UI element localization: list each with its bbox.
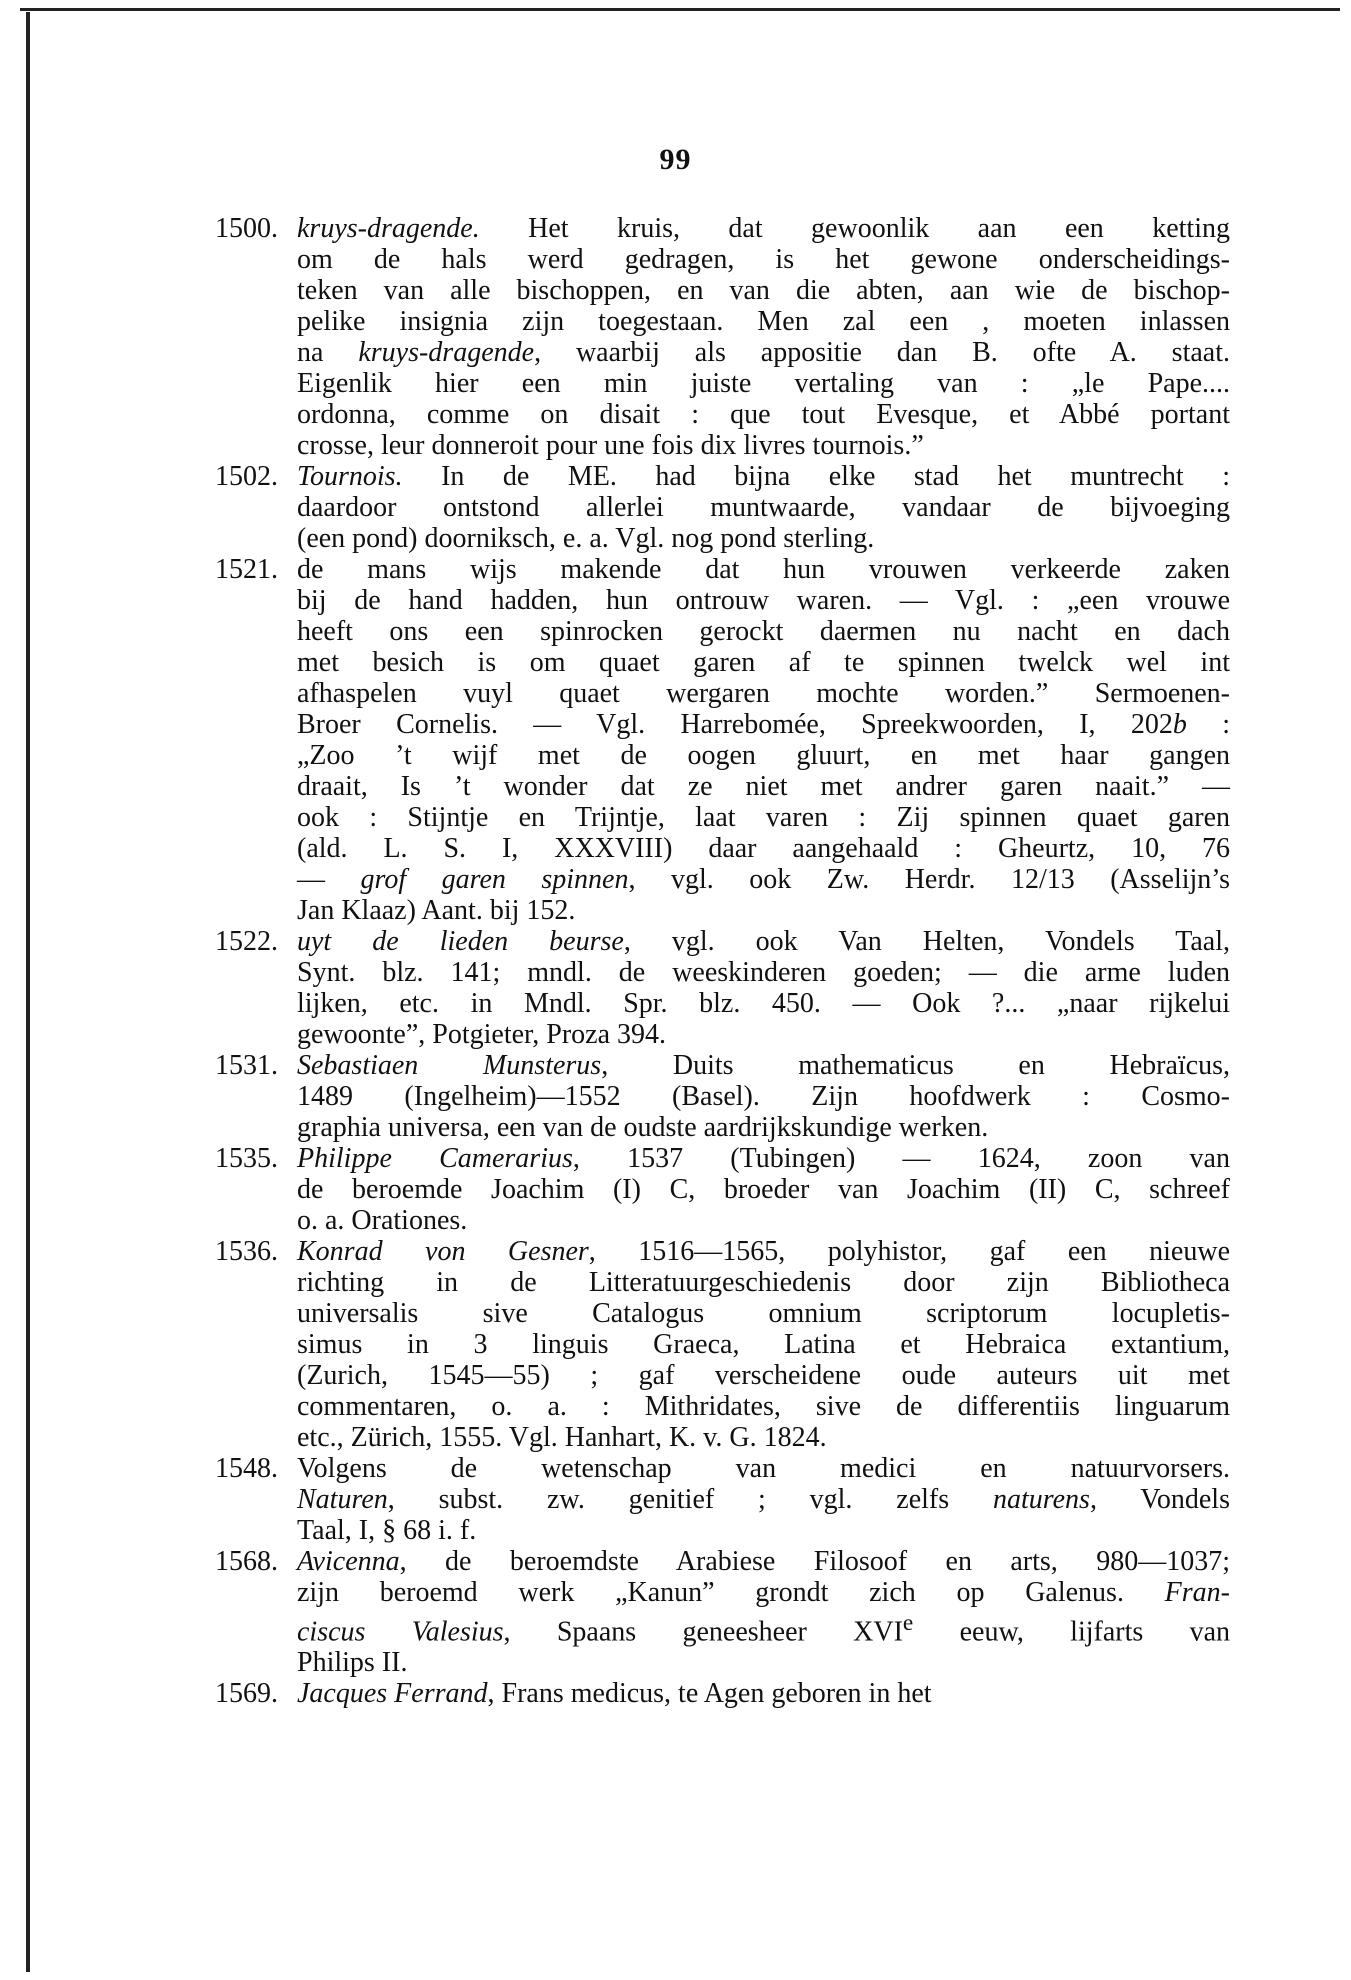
note-line: afhaspelen vuyl quaet wergaren mochte worden.” Sermoenen- bbox=[297, 678, 1230, 709]
note-line: ciscus Valesius, Spaans geneesheer XVIe eeuw, lijfarts van bbox=[297, 1610, 1230, 1648]
note-number: 1568. bbox=[215, 1546, 278, 1577]
note-line: Eigenlik hier een min juiste vertaling van : „le Pape.... bbox=[297, 368, 1230, 399]
note-line: uyt de lieden beurse, vgl. ook Van Helten, Vondels Taal, bbox=[297, 926, 1230, 957]
note-line: lijken, etc. in Mndl. Spr. blz. 450. — Ook ?... „naar rijkelui bbox=[297, 988, 1230, 1019]
notes-list bbox=[215, 213, 1230, 1709]
note-number: 1522. bbox=[215, 926, 278, 957]
note-line: kruys-dragende. Het kruis, dat gewoonlik aan een ketting bbox=[297, 213, 1230, 244]
note-line: richting in de Litteratuurgeschiedenis door zijn Bibliotheca bbox=[297, 1267, 1230, 1298]
note-entry bbox=[215, 1236, 1230, 1453]
note-line: Sebastiaen Munsterus, Duits mathematicus en Hebraïcus, bbox=[297, 1050, 1230, 1081]
note-number: 1569. bbox=[215, 1678, 278, 1710]
note-line: daardoor ontstond allerlei muntwaarde, vandaar de bijvoeging bbox=[297, 492, 1230, 523]
note-text bbox=[297, 1546, 1230, 1678]
note-line: bij de hand hadden, hun ontrouw waren. — Vgl. : „een vrouwe bbox=[297, 585, 1230, 616]
note-line: Philippe Camerarius, 1537 (Tubingen) — 1624, zoon van bbox=[297, 1143, 1230, 1174]
note-text bbox=[297, 461, 1230, 554]
note-text bbox=[297, 213, 1230, 461]
note-number: 1500. bbox=[215, 213, 278, 244]
note-line: Jacques Ferrand, Frans medicus, te Agen geboren in het bbox=[297, 1678, 932, 1710]
note-line: universalis sive Catalogus omnium scriptorum locupletis- bbox=[297, 1298, 1230, 1329]
note-line: Tournois. In de ME. had bijna elke stad het muntrecht : bbox=[297, 461, 1230, 492]
note-entry bbox=[215, 213, 1230, 461]
note-number: 1521. bbox=[215, 554, 278, 585]
note-line: simus in 3 linguis Graeca, Latina et Hebraica extantium, bbox=[297, 1329, 1230, 1360]
note-line: de beroemde Joachim (I) C, broeder van Joachim (II) C, schreef bbox=[297, 1174, 1230, 1205]
page-number: 99 bbox=[659, 143, 692, 176]
note-line: ordonna, comme on disait : que tout Evesque, et Abbé portant bbox=[297, 399, 1230, 430]
note-line: crosse, leur donneroit pour une fois dix livres tournois.” bbox=[297, 430, 924, 461]
note-line: graphia universa, een van de oudste aardrijkskundige werken. bbox=[297, 1112, 989, 1143]
note-text bbox=[297, 1453, 1230, 1546]
note-line: pelike insignia zijn toegestaan. Men zal een , moeten inlassen bbox=[297, 306, 1230, 337]
note-line: na kruys-dragende, waarbij als appositie dan B. ofte A. staat. bbox=[297, 337, 1230, 368]
note-text bbox=[297, 926, 1230, 1050]
note-number: 1535. bbox=[215, 1143, 278, 1174]
note-line: teken van alle bischoppen, en van die abten, aan wie de bischop- bbox=[297, 275, 1230, 306]
note-line: (ald. L. S. I, XXXVIII) daar aangehaald : Gheurtz, 10, 76 bbox=[297, 833, 1230, 864]
note-line: Konrad von Gesner, 1516—1565, polyhistor, gaf een nieuwe bbox=[297, 1236, 1230, 1267]
note-entry bbox=[215, 554, 1230, 926]
note-number: 1531. bbox=[215, 1050, 278, 1081]
note-line: (een pond) doorniksch, e. a. Vgl. nog pond sterling. bbox=[297, 523, 875, 554]
note-entry bbox=[215, 1143, 1230, 1236]
note-line: met besich is om quaet garen af te spinnen twelck wel int bbox=[297, 647, 1230, 678]
note-entry bbox=[215, 1453, 1230, 1546]
note-line: o. a. Orationes. bbox=[297, 1205, 468, 1236]
note-text bbox=[297, 554, 1230, 926]
page-edge-left bbox=[26, 12, 30, 1972]
note-line: (Zurich, 1545—55) ; gaf verscheidene oude auteurs uit met bbox=[297, 1360, 1230, 1391]
note-line: Volgens de wetenschap van medici en natuurvorsers. bbox=[297, 1453, 1230, 1484]
note-entry bbox=[215, 1678, 1230, 1709]
note-entry bbox=[215, 926, 1230, 1050]
note-number: 1548. bbox=[215, 1453, 278, 1484]
note-line: de mans wijs makende dat hun vrouwen verkeerde zaken bbox=[297, 554, 1230, 585]
note-line: gewoonte”, Potgieter, Proza 394. bbox=[297, 1019, 667, 1050]
note-line: draait, Is ’t wonder dat ze niet met andrer garen naait.” — bbox=[297, 771, 1230, 802]
note-line: Synt. blz. 141; mndl. de weeskinderen goeden; — die arme luden bbox=[297, 957, 1230, 988]
note-line: etc., Zürich, 1555. Vgl. Hanhart, K. v. G. 1824. bbox=[297, 1422, 827, 1453]
note-line: ook : Stijntje en Trijntje, laat varen : Zij spinnen quaet garen bbox=[297, 802, 1230, 833]
note-line: — grof garen spinnen, vgl. ook Zw. Herdr. 12/13 (Asselijn’s bbox=[297, 864, 1230, 895]
note-entry bbox=[215, 1050, 1230, 1143]
note-line: om de hals werd gedragen, is het gewone onderscheidings- bbox=[297, 244, 1230, 275]
note-line: Avicenna, de beroemdste Arabiese Filosoof en arts, 980—1037; bbox=[297, 1546, 1230, 1577]
note-line: Jan Klaaz) Aant. bij 152. bbox=[297, 895, 576, 926]
note-text bbox=[297, 1050, 1230, 1143]
note-line: heeft ons een spinrocken gerockt daermen nu nacht en dach bbox=[297, 616, 1230, 647]
note-line: commentaren, o. a. : Mithridates, sive de differentiis linguarum bbox=[297, 1391, 1230, 1422]
note-line: „Zoo ’t wijf met de oogen gluurt, en met haar gangen bbox=[297, 740, 1230, 771]
note-line: Philips II. bbox=[297, 1647, 408, 1679]
note-text bbox=[297, 1678, 1230, 1709]
note-line: Taal, I, § 68 i. f. bbox=[297, 1515, 477, 1546]
note-text bbox=[297, 1236, 1230, 1453]
note-entry bbox=[215, 461, 1230, 554]
note-line: Broer Cornelis. — Vgl. Harrebomée, Spreekwoorden, I, 202b : bbox=[297, 709, 1230, 740]
note-line: 1489 (Ingelheim)—1552 (Basel). Zijn hoofdwerk : Cosmo- bbox=[297, 1081, 1230, 1112]
note-line: zijn beroemd werk „Kanun” grondt zich op Galenus. Fran- bbox=[297, 1577, 1230, 1608]
page-edge-top bbox=[20, 8, 1340, 11]
note-number: 1502. bbox=[215, 461, 278, 492]
note-line: Naturen, subst. zw. genitief ; vgl. zelfs naturens, Vondels bbox=[297, 1484, 1230, 1515]
note-number: 1536. bbox=[215, 1236, 278, 1267]
note-text bbox=[297, 1143, 1230, 1236]
note-entry bbox=[215, 1546, 1230, 1678]
